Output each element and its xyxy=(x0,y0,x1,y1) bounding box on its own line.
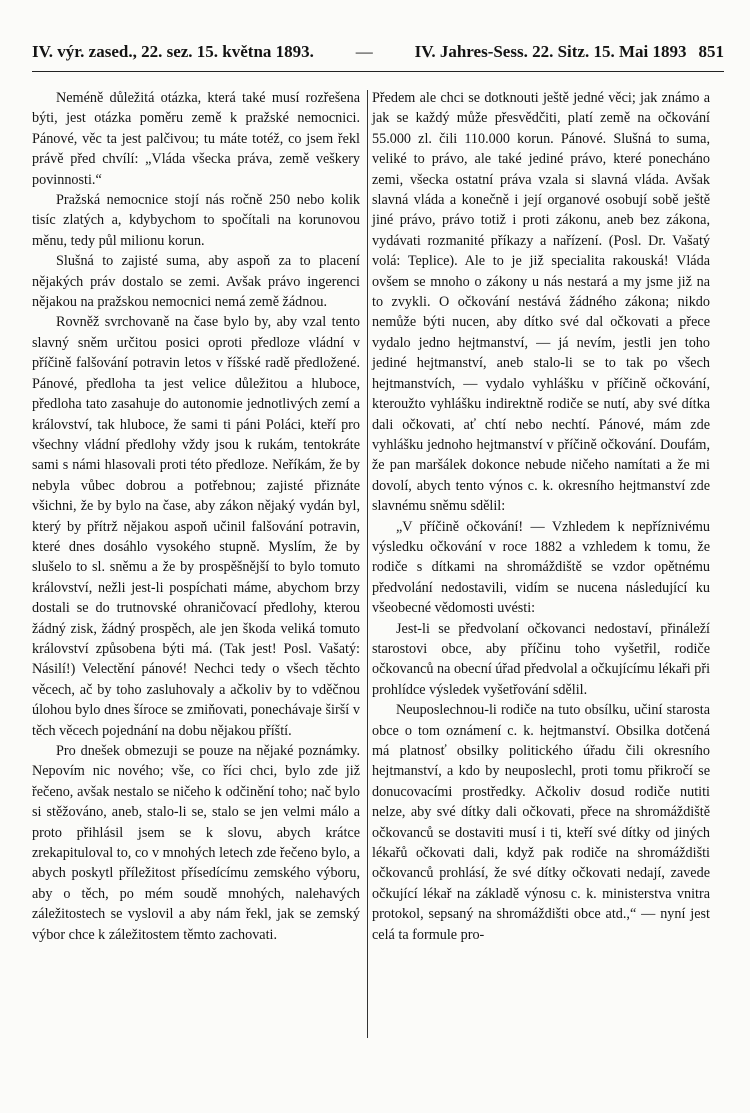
running-header xyxy=(32,42,724,68)
paragraph: Pro dnešek obmezuji se pouze na nějaké poznámky. Nepovím nic nového; vše, co říci chci, bylo zde již řečeno, avšak nestalo se ničeho k odčinění toho; nač bylo si stěžováno, aneb, stalo-li se, stalo se jen velmi málo a proto přihlásil jsem se k slovu, abych krátce zrekapituloval to, co v mnohých letech zde řečeno bylo, a abych poskytl příležitost přísedícímu zemského výboru, aby o těch, po mém soudě mnohých, nalehavých záležitostech se vyslovil a aby nám řekl, jak se zemský výbor chce k záležitostem těmto zachovati. xyxy=(32,743,360,943)
header-rule xyxy=(32,71,724,72)
paragraph: Rovněž svrchovaně na čase bylo by, aby vzal tento slavný sněm určitou posici oproti předloze vládní v příčině falšování potravin letos v říšské radě předložené. Pánové, předloha ta jest velice důležitou a hluboce, předloha tato zasahuje do autonomie jednotlivých zemí a království, tak hluboce, že sami ti páni Poláci, kteří pro všechny vládní předlohy vždy jsou k rukám, tentokráte sami s námi hlasovali proti této předloze. Neříkám, že by nebyla vůbec dobrou a potřebnou; zajisté přiznáte všichni, že by bylo na čase, aby zákon nějaký vydán byl, který by přítrž nějakou aspoň učinil falšování potravin, které dnes dosáhlo vysokého stupně. Myslím, že by slušelo to sl. sněmu a že by prospěšnější to bylo tomuto království, nežli jest-li pospíchati máme, abychom brzy dostali se do trutnovské ohraničovací předlohy, kterou žádný zisk, žádný prospěch, ale jen škoda veliká tomuto království způsobena býti má. (Tak jest! Posl. Vašatý: Násilí!) Velectění pánové! Nechci tedy o všech těchto věcech, ač by toho zasluhovaly a ačkoliv by to vděčnou úlohou bylo dnes šíroce se zmiňovati, ponechávaje širší v těch věcech pojednání na dobu nějakou příští. xyxy=(32,314,360,739)
page-number: 851 xyxy=(698,42,724,61)
left-column xyxy=(32,88,360,945)
paragraph: Neuposlechnou-li rodiče na tuto obsílku, učiní starosta obce o tom oznámení c. k. hejtmanství. Obsilka dotčená má platnosť obsilky politického úřadu čili okresního hejtmanství, a kdo by neuposlechl, proti tomu přikročí se donucovacími prostředky. Ačkoliv dosud rodiče nutiti nelze, aby své dítky dali očkovati, přece na shromáždiště očkovanců se dostaviti musí i ti, kteří své dítky od jiných lékařů očkovati dali, když pak rodiče na shromáždišti očkovanců prohlásí, že své dítky očkovati nedají, zavede očkující lékař na základě výnosu c. k. ministerstva vnitra protokol, sepsaný na shromáždišti obce atd.,“ — nyní jest celá ta formule pro- xyxy=(372,702,710,943)
paragraph: „V příčině očkování! — Vzhledem k nepříznivému výsledku očkování v roce 1882 a vzhledem k tomu, že rodiče s dítkami na shromáždiště se vzdor opětnému předvolání nedostavili, vidím se nucena následující ku všeobecné vědomosti uvésti: xyxy=(372,518,710,617)
paragraph: Pražská nemocnice stojí nás ročně 250 nebo kolik tisíc zlatých a, kdybychom to spočítali na korunovou měnu, tedy půl milionu korun. xyxy=(32,192,360,249)
header-dash: — xyxy=(355,42,373,61)
header-czech: IV. výr. zased., 22. sez. 15. května 1893. xyxy=(32,42,314,61)
column-divider xyxy=(367,90,368,1038)
paragraph: Předem ale chci se dotknouti ještě jedné věci; jak známo a jak se každý může přesvědčiti, platí země na očkování 55.000 zl. čili 110.000 korun. Pánové. Slušná to suma, veliké to právo, ale také jediné právo, které ponecháno zemi, všecka ostatní práva vzala si slavná vláda. Avšak slavná vláda a konečně i její organové osobují sobě ještě jiné právo, právo totiž i proti zákonu, aneb bez zákona, vydávati rozmanité příkazy a nařízení. (Posl. Dr. Vašatý volá: Teplice). Ale to je již specialita rakouská! Vláda ovšem se mnoho o zákony u nás nestará a my jsme již na to zvykli. O očkování nestává žádného zákona; nikdo nemůže býti nucen, aby dítko své dal očkovati a přece vydalo jedno hejtmanství, — já nevím, jestli jen toho jediné hejtmanství, aneb stalo-li se to tak po všech hejtmanstvích, — vydalo vyhlášku v příčině očkování, kteroužto vyhlášku indirektně rodiče se nutí, aby své dítka dali očkovati, ať chtí nebo nechtí. Pánové, mám zde vyhlášku jednoho hejtmanství v příčině očkování. Doufám, že pan maršálek dokonce nebude ničeho namítati a že mi dovolí, abych tento výnos c. k. okresního hejtmanství zde slavnému sněmu sdělil: xyxy=(372,90,710,515)
paragraph: Neméně důležitá otázka, která také musí rozřešena býti, jest otázka poměru země k pražské nemocnici. Pánové, věc ta jest palčivou; tu máte totéž, co jsem řekl právě před chvílí: „Vláda všecka práva, země veškery povinnosti.“ xyxy=(32,90,360,188)
right-column xyxy=(372,88,710,945)
header-german: IV. Jahres-Sess. 22. Sitz. 15. Mai 1893 851 xyxy=(414,42,724,61)
paragraph: Slušná to zajisté suma, aby aspoň za to placení nějakých práv dostalo se zemi. Avšak právo ingerenci nějakou na pražskou nemocnici nemá země žádnou. xyxy=(32,253,360,311)
paragraph: Jest-li se předvolaní očkovanci nedostaví, přináleží starostovi obce, aby příčinu toho vyšetřil, rodiče očkovanců na obecní úřad předvolal a očkujícímu lékaři při prohlídce výsledek vyšetřování sdělil. xyxy=(372,620,711,698)
